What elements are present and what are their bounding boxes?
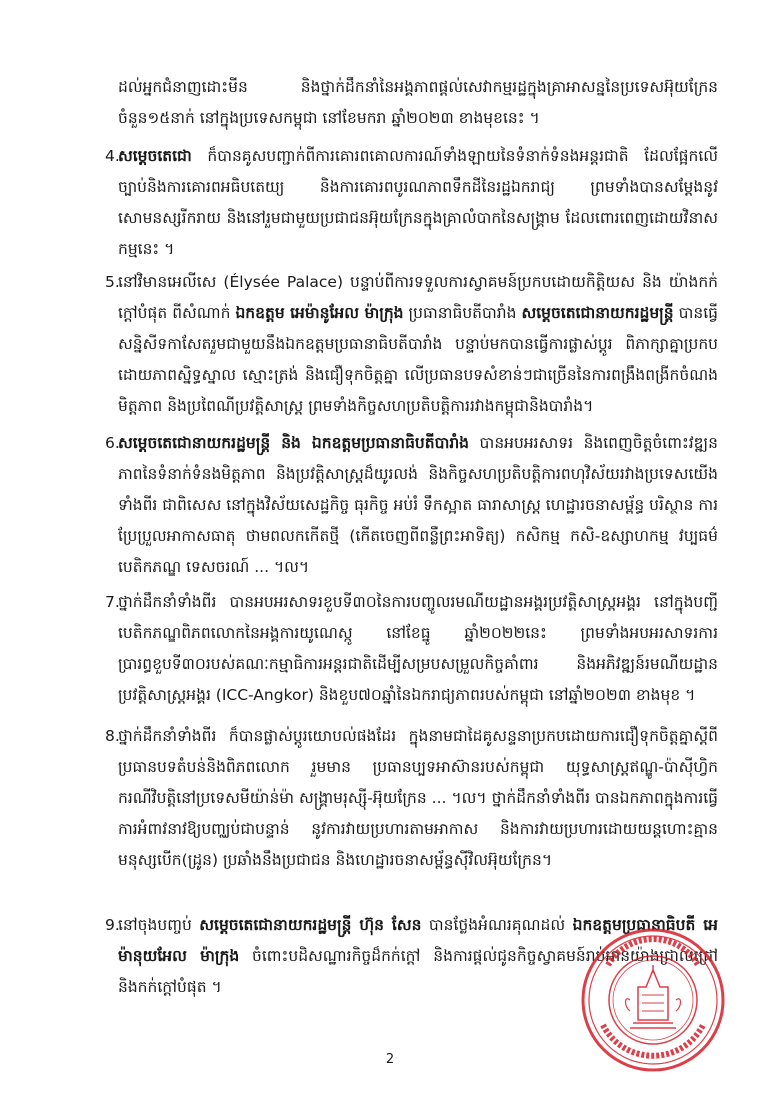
bold-phrase: ឯកឧត្តម អេម៉ានូអែល ម៉ាក្រុង xyxy=(235,304,404,322)
item-number: 8. xyxy=(105,727,120,745)
intro-paragraph: ដល់អ្នកជំនាញដោះមីន និងថ្នាក់ដឹកនាំនៃអង្គភាពផ្តល់សេវាកម្មរដ្ឋក្នុងគ្រាអាសន្ននៃប្រទេសអ៊ុយក្រែន ចំនួន១៥នាក់ នៅក្នុងប្រទេសកម្ពុជា នៅខែមករា ឆ្នាំ២០២៣ ខាងមុខនេះ ។ xyxy=(118,78,718,127)
bold-phrase: សម្តេចតេជោនាយករដ្ឋមន្ត្រី ហ៊ុន សែន xyxy=(199,916,422,934)
bold-phrase: ឯកឧត្តមប្រធានាធិបតី អេម៉ានុយអែល ម៉ាក្រុង xyxy=(118,916,719,965)
text-segment: បានថ្លែងអំណរគុណដល់ xyxy=(421,916,573,934)
list-item-8 xyxy=(93,721,718,876)
item-text xyxy=(118,267,718,422)
text-segment: បានអបអរសាទរ និងពេញចិត្តចំពោះវឌ្ឍនភាពនៃទំនាក់ទំនងមិត្តភាព និងប្រវត្តិសាស្ត្រដ៏យូរលង់ និងកិច្ចសហប្រតិបត្តិការពហុវិស័យរវាងប្រទេសយើងទាំងពីរ ជាពិសេស នៅក្នុងវិស័យសេដ្ឋកិច្ច ធុរកិច្ច អប់រំ ទឹកស្អាត ធារាសាស្ត្រ ហេដ្ឋារចនាសម្ព័ន្ធ បរិស្ថាន ការប្រែប្រួលអាកាសធាតុ ថាមពលកកើតថ្មី (កើតចេញពីពន្លឺព្រះអាទិត្យ) កសិកម្ម កសិ-ឧស្សាហកម្ម វប្បធម៌ បេតិកភណ្ឌ ទេសចរណ៍ ... ។ល។ xyxy=(118,434,718,576)
list-item-6 xyxy=(93,428,718,583)
text-segment: នៅចុងបញ្ចប់ xyxy=(118,916,200,934)
bold-phrase: សម្តេចតេជោនាយករដ្ឋមន្ត្រី និង ឯកឧត្តមប្រធានាធិបតីបារាំង xyxy=(118,434,470,452)
bold-phrase: សម្តេចតេជោ xyxy=(118,147,192,165)
item-text: ថ្នាក់ដឹកនាំទាំងពីរ បានអបអរសាទរខួបទី៣០នៃការបញ្ចូលរមណីយដ្ឋានអង្គរប្រវត្តិសាស្ត្រអង្គរ នៅក្នុងបញ្ជីបេតិកភណ្ឌពិភពលោកនៃអង្គការយូណេស្កូ នៅខែធ្នូ ឆ្នាំ២០២២នេះ ព្រមទាំងអបអរសាទរការប្រារព្ធខួបទី៣០របស់គណៈកម្មាធិការអន្តរជាតិដើម្បីសម្របសម្រួលកិច្ចគាំពារ និងអភិវឌ្ឍន៍រមណីយដ្ឋានប្រវត្តិសាស្ត្រអង្គរ (ICC-Angkor) និងខួប៧០ឆ្នាំនៃឯករាជ្យភាពរបស់កម្ពុជា នៅឆ្នាំ២០២៣ ខាងមុខ ។ xyxy=(118,593,718,704)
text-segment: ប្រធានាធិបតីបារាំង xyxy=(403,304,522,322)
list-item-5 xyxy=(93,267,718,422)
item-number: 7. xyxy=(105,593,120,611)
text-segment: ចំពោះបដិសណ្ឋារកិច្ចដ៏កក់ក្តៅ និងការផ្តល់ជូនកិច្ចស្វាគមន៍រាប់អានយ៉ាងជ្រាលជ្រៅ និងកក់ក្តៅបំផុត ។ xyxy=(118,947,718,996)
list-item-7 xyxy=(93,587,718,711)
bold-phrase: សម្តេចតេជោនាយករដ្ឋមន្ត្រី xyxy=(521,304,674,322)
text-segment: បានធ្វើសន្និសីទកាសែតរួមជាមួយនឹងឯកឧត្តមប្រធានាធិបតីបារាំង បន្ទាប់មកបានធ្វើការផ្លាស់ប្តូរ ពិភាក្សាគ្នាប្រកបដោយភាពស្និទ្ធស្នាល ស្មោះត្រង់ និងជឿទុកចិត្តគ្នា លើប្រធានបទសំខាន់ៗជាច្រើននៃការពង្រឹងពង្រីកចំណងមិត្តភាព និងប្រពៃណីប្រវត្តិសាស្ត្រ ព្រមទាំងកិច្ចសហប្រតិបត្តិការរវាងកម្ពុជានិងបារាំង។ xyxy=(118,304,718,415)
list-item-4 xyxy=(93,141,718,265)
item-number: 4. xyxy=(105,147,120,165)
item-number: 5. xyxy=(105,273,120,291)
item-number: 6. xyxy=(105,434,120,452)
item-number: 9. xyxy=(105,916,120,934)
item-text: ថ្នាក់ដឹកនាំទាំងពីរ ក៏បានផ្លាស់ប្តូរយោបល់ផងដែរ ក្នុងនាមជាដៃគូសន្ទនាប្រកបដោយការជឿទុកចិត្តគ្នាស្តីពីប្រធានបទតំបន់និងពិភពលោក រួមមាន ប្រធានប្បទអាស៊ានរបស់កម្ពុជា យុទ្ធសាស្ត្រឥណ្ឌូ-ប៉ាស៊ីហ្វិក ករណីវិបត្តិនៅប្រទេសមីយ៉ាន់ម៉ា សង្គ្រាមរុស្ស៊ី-អ៊ុយក្រែន ... ។ល។ ថ្នាក់ដឹកនាំទាំងពីរ បានឯកភាពក្នុងការធ្វើការអំពាវនាវឱ្យបញ្ឈប់ជាបន្ទាន់ នូវការវាយប្រហារតាមអាកាស និងការវាយប្រហារដោយយន្តហោះគ្មានមនុស្សបើក(ដ្រូន) ប្រឆាំងនឹងប្រជាជន និងហេដ្ឋារចនាសម្ព័ន្ធស៊ីវិលអ៊ុយក្រែន។ xyxy=(118,727,718,869)
item-text xyxy=(118,428,718,583)
item-text xyxy=(118,141,718,265)
text-segment: នៅវិមានអេលីសេ (Élysée Palace) បន្ទាប់ពីការទទួលការស្វាគមន៍ប្រកបដោយកិត្តិយស និង យ៉ាងកក់ក្តៅបំផុត ពីសំណាក់ xyxy=(118,273,718,322)
page-number: 2 xyxy=(385,1052,395,1067)
text-segment: ក៏បានគូសបញ្ជាក់ពីការគោរពគោលការណ៍ទាំងឡាយនៃទំនាក់ទំនងអន្តរជាតិ ដែលផ្អែកលើច្បាប់និងការគោរពអធិបតេយ្យ និងការគោរពបូរណភាពទឹកដីនៃរដ្ឋឯករាជ្យ ព្រមទាំងបានសម្តែងនូវសោមនស្សរីករាយ និងនៅរួមជាមួយប្រជាជនអ៊ុយក្រែនក្នុងគ្រាលំបាកនៃសង្គ្រាម ដែលពោរពេញដោយវិនាសកម្មនេះ ។ xyxy=(118,147,718,258)
